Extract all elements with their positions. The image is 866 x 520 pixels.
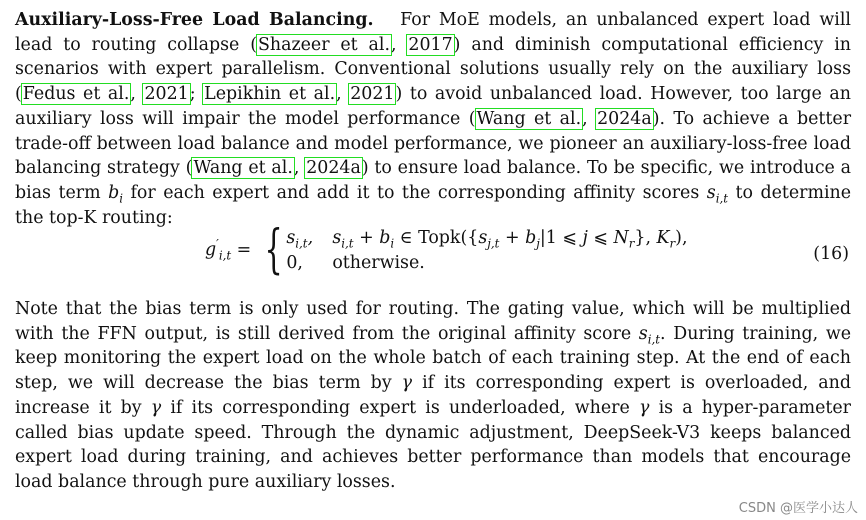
- case-2-value: 0,: [286, 252, 303, 273]
- watermark: CSDN @医学小达人: [738, 501, 858, 516]
- citation-link[interactable]: Shazeer et al.: [257, 34, 390, 55]
- text: Note that the bias term is only used for routing. The gating value, which will be multiplied with the FFN output, is still derived from the original affinity score: [15, 299, 851, 344]
- citation-link[interactable]: Wang et al.: [476, 108, 582, 129]
- text: to determine the top-K routing:: [15, 182, 852, 228]
- case-1: [286, 225, 687, 250]
- math-affinity-score: $s_{i,t}$: [638, 323, 661, 347]
- case-2-condition: otherwise.: [332, 252, 425, 273]
- citation-link[interactable]: Lepikhin et al.: [204, 84, 336, 105]
- citation-year-link[interactable]: 2024a: [597, 108, 652, 129]
- equation-number: (16): [813, 244, 849, 264]
- equation-gating: [205, 220, 688, 280]
- text: ). To achieve a better trade-off between load balance and model performance, we pioneer an auxiliary-loss-free load balancing strategy (: [15, 108, 852, 179]
- paragraph-bias-term: [15, 297, 851, 495]
- case-1-value: $s_{i,t}$,: [286, 227, 314, 250]
- citation-year-link[interactable]: 2021: [350, 84, 395, 105]
- text: For MoE models, an unbalanced expert load will lead to routing collapse (: [15, 10, 851, 55]
- math-gamma: γ: [401, 373, 413, 394]
- text: ) to ensure load balance. To be specific, we introduce a bias term: [15, 158, 852, 203]
- text: for each expert and add it to the corresponding affinity scores: [123, 182, 707, 203]
- math-bias-term: $b_i$: [108, 182, 123, 206]
- math-gamma: γ: [150, 397, 162, 418]
- equation-cases: [286, 225, 687, 275]
- math-gamma: γ: [638, 397, 650, 418]
- citation-year-link[interactable]: 2021: [144, 84, 189, 105]
- citation-year-link[interactable]: 2024a: [306, 158, 361, 179]
- citation-link[interactable]: Fedus et al.: [22, 84, 130, 105]
- citation-link[interactable]: Wang et al.: [193, 158, 293, 179]
- section-heading: Auxiliary-Loss-Free Load Balancing.: [15, 10, 374, 30]
- text: is a hyper-parameter called bias update speed. Through the dynamic adjustment, DeepSeek-V3 keeps balanced expert load during training, and achieves better performance than models that encourage load balance through pure auxiliary losses.: [15, 397, 851, 492]
- text: if its corresponding expert is overloaded, and increase it by: [15, 373, 851, 418]
- text: if its corresponding expert is underloaded, where: [161, 397, 639, 418]
- text: ;: [189, 84, 196, 105]
- equation-lhs: $g'_{i,t}$ =: [205, 237, 252, 263]
- paragraph-load-balancing: Auxiliary-Loss-Free Load Balancing. For MoE models, an unbalanced expert load will lead to routing collapse (Shazeer et al., 2017) and diminish computational efficiency in scenarios with expert parallelism. Conventional solutions usually rely on the auxiliary loss (Fedus et al., 2021; Lepikhin et al., 2021) to avoid unbalanced load. However, too large an auxiliary loss will impair the model performance (Wang et al., 2024a). To achieve a better trade-off between load balance and model performance, we pioneer an auxiliary-loss-free load balancing strategy (Wang et al., 2024a) to ensure load balance. To be specific, we introduce a bias term $b_i$ for each expert and add it to the corresponding affinity scores $s_{i,t}$ to determine the top-K routing:: [15, 10, 852, 228]
- case-1-condition: $s_{i,t} + b_i$ ∈ $Topk(\{s_{j,t} + b_j|1$ ⩽ j ⩽ $N_r$}, $K_r$),: [332, 227, 688, 250]
- math-affinity-score: $s_{i,t}$: [706, 182, 728, 206]
- citation-year-link[interactable]: 2017: [408, 34, 453, 55]
- cases-brace: {: [264, 220, 283, 280]
- case-2: [286, 250, 687, 275]
- text: ) to avoid unbalanced load. However, too large an auxiliary loss will impair the model performance (: [15, 84, 851, 129]
- text: . During training, we keep monitoring the expert load on the whole batch of each training step. At the end of each step, we will decrease the bias term by: [15, 323, 851, 394]
- text: ) and diminish computational efficiency in scenarios with expert parallelism. Conventional solutions usually rely on the auxiliary loss (: [15, 34, 851, 105]
